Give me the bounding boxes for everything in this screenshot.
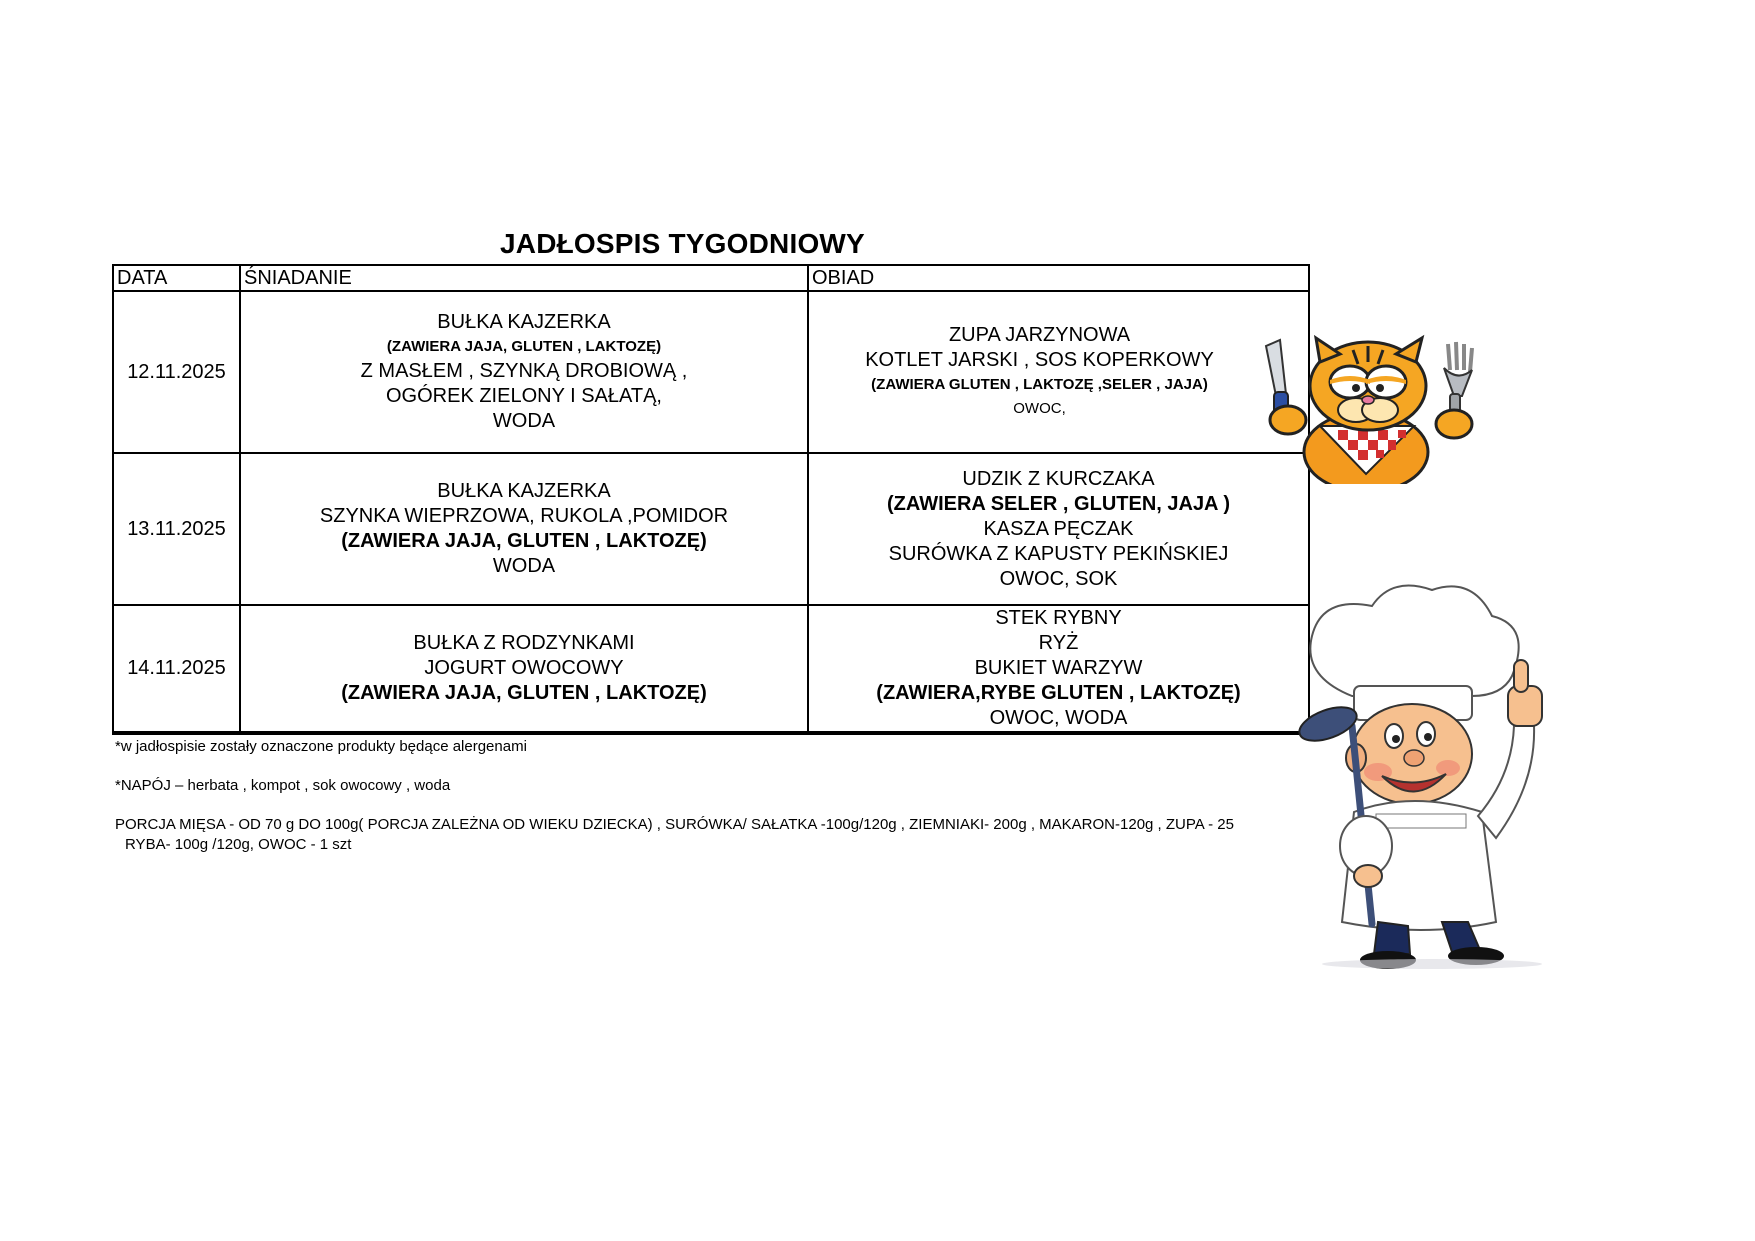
lunch-cell: [808, 291, 1309, 453]
menu-line: BUKIET WARZYW: [974, 657, 1143, 679]
menu-line: RYŻ: [1038, 632, 1079, 654]
lunch-cell: [808, 605, 1309, 732]
page-title: JADŁOSPIS TYGODNIOWY: [500, 228, 865, 259]
menu-line: ZUPA JARZYNOWA: [948, 324, 1131, 346]
portion-note-line2: RYBA- 100g /120g, OWOC - 1 szt: [125, 836, 352, 853]
date-cell: 12.11.2025: [113, 291, 240, 453]
menu-line: STEK RYBNY: [995, 607, 1122, 629]
table-header-row: [113, 265, 1309, 291]
menu-line: KOTLET JARSKI , SOS KOPERKOWY: [865, 349, 1214, 371]
menu-line: SZYNKA WIEPRZOWA, RUKOLA ,POMIDOR: [319, 505, 729, 527]
menu-line: (ZAWIERA JAJA, GLUTEN , LAKTOZĘ): [341, 682, 707, 704]
menu-line: (ZAWIERA GLUTEN , LAKTOZĘ ,SELER , JAJA): [871, 376, 1208, 393]
menu-line: OWOC,: [1013, 400, 1066, 417]
table-row: [113, 605, 1309, 732]
menu-line: OGÓREK ZIELONY I SAŁATĄ,: [385, 385, 662, 407]
header-date: DATA: [113, 265, 240, 291]
portion-note-line1: PORCJA MIĘSA - OD 70 g DO 100g( PORCJA ZALEŻNA OD WIEKU DZIECKA) , SURÓWKA/ SAŁATKA -100g/120g , ZIEMNIAKI- 200g , MAKARON-120g , ZUPA - 25: [115, 816, 1234, 833]
table-row: [113, 291, 1309, 453]
menu-line: OWOC, SOK: [999, 567, 1118, 590]
header-breakfast: ŚNIADANIE: [240, 265, 808, 291]
menu-line: BUŁKA KAJZERKA: [437, 311, 611, 333]
allergen-note: *w jadłospisie zostały oznaczone produkty będące alergenami: [115, 738, 527, 755]
table-row: [113, 453, 1309, 605]
menu-line: KASZA PĘCZAK: [983, 517, 1134, 540]
chef-thumbs-up-icon: [1282, 576, 1550, 970]
menu-line: (ZAWIERA SELER , GLUTEN, JAJA ): [887, 492, 1230, 515]
date-cell: 13.11.2025: [113, 453, 240, 605]
menu-line: (ZAWIERA JAJA, GLUTEN , LAKTOZĘ): [341, 530, 707, 552]
breakfast-cell: [240, 453, 808, 605]
menu-line: BUŁKA KAJZERKA: [437, 480, 611, 502]
menu-table: [112, 264, 1310, 733]
menu-line: Z MASŁEM , SZYNKĄ DROBIOWĄ ,: [360, 360, 688, 382]
menu-line: BUŁKA Z RODZYNKAMI: [413, 632, 635, 654]
menu-line: (ZAWIERA JAJA, GLUTEN , LAKTOZĘ): [386, 338, 662, 355]
header-lunch: OBIAD: [808, 265, 1309, 291]
menu-line: UDZIK Z KURCZAKA: [962, 467, 1155, 490]
date-cell: 14.11.2025: [113, 605, 240, 732]
breakfast-cell: [240, 291, 808, 453]
cat-with-cutlery-icon: [1258, 334, 1483, 484]
menu-line: OWOC, WODA: [989, 707, 1128, 729]
menu-line: WODA: [492, 555, 556, 577]
drink-note: *NAPÓJ – herbata , kompot , sok owocowy , woda: [115, 777, 451, 794]
menu-line: (ZAWIERA,RYBE GLUTEN , LAKTOZĘ): [876, 682, 1241, 704]
menu-line: WODA: [492, 410, 556, 432]
menu-line: JOGURT OWOCOWY: [424, 657, 624, 679]
menu-line: SURÓWKA Z KAPUSTY PEKIŃSKIEJ: [888, 542, 1229, 565]
table-bottom-rule: [112, 733, 1308, 735]
breakfast-cell: [240, 605, 808, 732]
lunch-cell: [808, 453, 1309, 605]
